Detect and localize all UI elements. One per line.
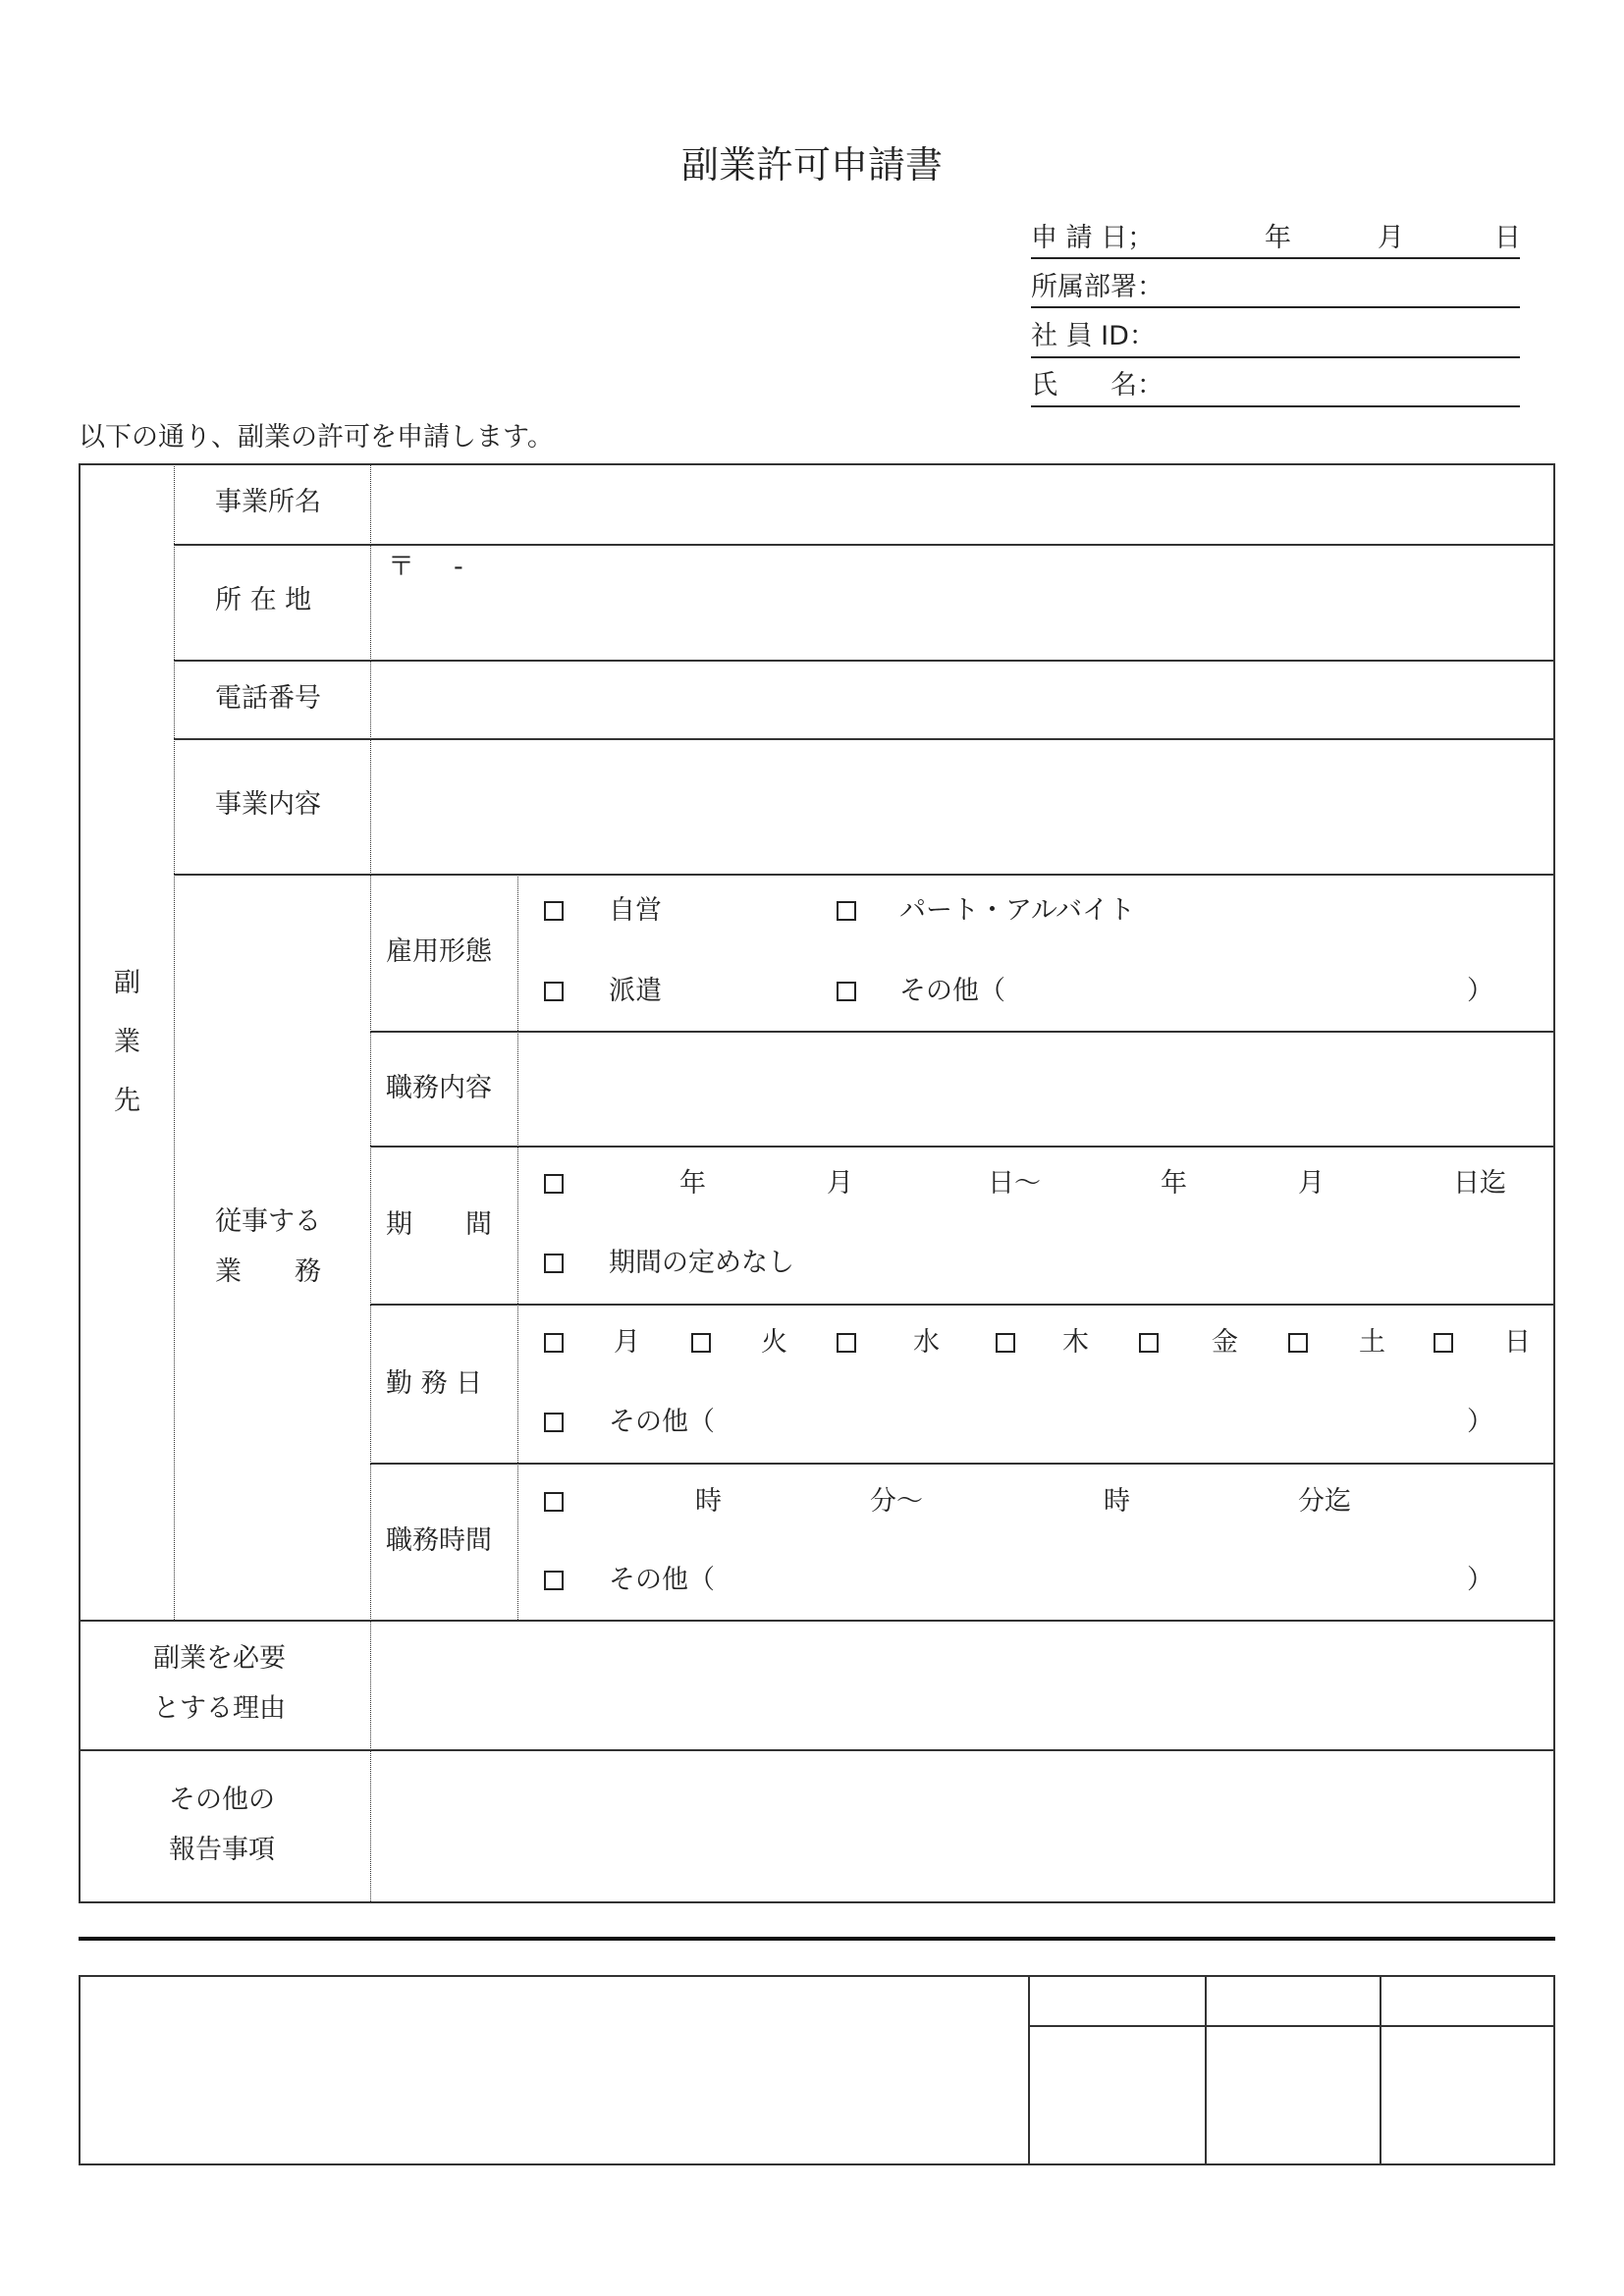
year-text: 年	[679, 1168, 706, 1199]
postal-dash: -	[454, 552, 463, 582]
section-label-char: 業	[114, 1027, 140, 1057]
department-field-line[interactable]	[1031, 306, 1520, 308]
duties-label: 業 務	[215, 1256, 321, 1287]
hour-text: 時	[1104, 1486, 1130, 1517]
divider	[517, 874, 518, 1620]
divider	[174, 463, 175, 1620]
business-content-field[interactable]	[373, 741, 1551, 872]
divider	[79, 1749, 1554, 1751]
day-label: 月	[614, 1327, 640, 1358]
checkbox-sunday[interactable]	[1434, 1333, 1453, 1353]
divider	[370, 1463, 1554, 1465]
reason-label: 副業を必要	[153, 1643, 286, 1674]
year-label: 年	[1265, 223, 1291, 253]
address-field[interactable]	[373, 589, 1551, 658]
postal-mark: 〒	[388, 552, 414, 582]
job-content-label: 職務内容	[386, 1073, 492, 1103]
checkbox-period-range[interactable]	[544, 1174, 564, 1194]
day-label: 日	[1494, 223, 1521, 253]
divider	[174, 544, 1554, 546]
checkbox-dispatch[interactable]	[544, 982, 564, 1001]
checkbox-hours-range[interactable]	[544, 1492, 564, 1512]
checkbox-thursday[interactable]	[996, 1333, 1015, 1353]
stamp-cell[interactable]	[1207, 2027, 1378, 2163]
close-paren: ）	[1467, 1565, 1493, 1595]
separator-line	[79, 1937, 1555, 1941]
reason-field[interactable]	[373, 1623, 1551, 1747]
stamp-cell[interactable]	[1030, 2027, 1203, 2163]
date-field-line[interactable]	[1031, 257, 1520, 259]
checkbox-other-hours[interactable]	[544, 1571, 564, 1590]
date-label: 申 請 日；	[1031, 223, 1155, 253]
day-label: 日	[1504, 1327, 1531, 1358]
day-label: 金	[1212, 1327, 1238, 1358]
year-text: 年	[1161, 1168, 1187, 1199]
stamp-cell[interactable]	[1381, 2027, 1552, 2163]
section-label-char: 副	[114, 968, 140, 998]
divider	[370, 1031, 1554, 1033]
option-label: 派遣	[609, 976, 662, 1006]
reason-label: とする理由	[153, 1693, 286, 1724]
checkbox-other-days[interactable]	[544, 1413, 564, 1432]
department-label: 所属部署：	[1031, 272, 1164, 302]
divider	[79, 1620, 1554, 1622]
other-reports-field[interactable]	[373, 1752, 1551, 1899]
day-from-text: 日〜	[988, 1168, 1041, 1199]
checkbox-no-limit[interactable]	[544, 1254, 564, 1273]
business-content-label: 事業内容	[215, 789, 321, 820]
hour-text: 時	[695, 1486, 722, 1517]
divider	[174, 738, 1554, 740]
option-label: その他（	[899, 976, 1005, 1006]
minute-from-text: 分〜	[870, 1486, 923, 1517]
work-days-label: 勤 務 日	[386, 1368, 483, 1399]
day-label: 木	[1062, 1327, 1089, 1358]
day-label: 土	[1359, 1327, 1385, 1358]
work-hours-label: 職務時間	[386, 1525, 492, 1556]
day-label: 水	[913, 1327, 940, 1358]
business-name-field[interactable]	[373, 466, 1551, 543]
month-text: 月	[1298, 1168, 1325, 1199]
checkbox-tuesday[interactable]	[691, 1333, 711, 1353]
close-paren: ）	[1467, 1407, 1493, 1437]
checkbox-other-employment[interactable]	[837, 982, 856, 1001]
intro-text: 以下の通り、副業の許可を申請します。	[79, 422, 554, 453]
checkbox-wednesday[interactable]	[837, 1333, 856, 1353]
duties-label: 従事する	[215, 1206, 321, 1237]
day-until-text: 日迄	[1453, 1168, 1506, 1199]
checkbox-monday[interactable]	[544, 1333, 564, 1353]
job-content-field[interactable]	[520, 1034, 1551, 1144]
employment-type-label: 雇用形態	[386, 936, 492, 967]
checkbox-part-time[interactable]	[837, 901, 856, 921]
divider	[370, 463, 371, 1903]
employee-id-label: 社 員 ID：	[1031, 321, 1156, 351]
month-text: 月	[827, 1168, 853, 1199]
section-label-char: 先	[114, 1086, 140, 1116]
other-reports-label: 報告事項	[169, 1835, 275, 1865]
divider	[174, 660, 1554, 662]
checkbox-friday[interactable]	[1139, 1333, 1159, 1353]
checkbox-saturday[interactable]	[1288, 1333, 1308, 1353]
period-label: 期 間	[386, 1209, 492, 1240]
checkbox-self-employed[interactable]	[544, 901, 564, 921]
divider	[174, 874, 1554, 876]
no-limit-label: 期間の定めなし	[609, 1248, 794, 1278]
name-label: 氏 名：	[1031, 370, 1164, 400]
other-label: その他（	[609, 1407, 715, 1437]
other-reports-label: その他の	[169, 1785, 275, 1815]
minute-until-text: 分迄	[1298, 1486, 1351, 1517]
divider	[370, 1146, 1554, 1148]
close-paren: ）	[1467, 976, 1493, 1006]
address-label: 所 在 地	[215, 585, 312, 615]
month-label: 月	[1378, 223, 1404, 253]
phone-field[interactable]	[373, 663, 1551, 736]
option-label: 自営	[609, 895, 662, 926]
day-label: 火	[761, 1327, 787, 1358]
option-label: パート・アルバイト	[899, 895, 1136, 926]
other-label: その他（	[609, 1565, 715, 1595]
business-name-label: 事業所名	[215, 487, 321, 517]
phone-label: 電話番号	[215, 683, 321, 714]
divider	[370, 1304, 1554, 1306]
name-field-line[interactable]	[1031, 405, 1520, 407]
employee-id-field-line[interactable]	[1031, 356, 1520, 358]
page-title: 副業許可申請書	[681, 143, 944, 187]
